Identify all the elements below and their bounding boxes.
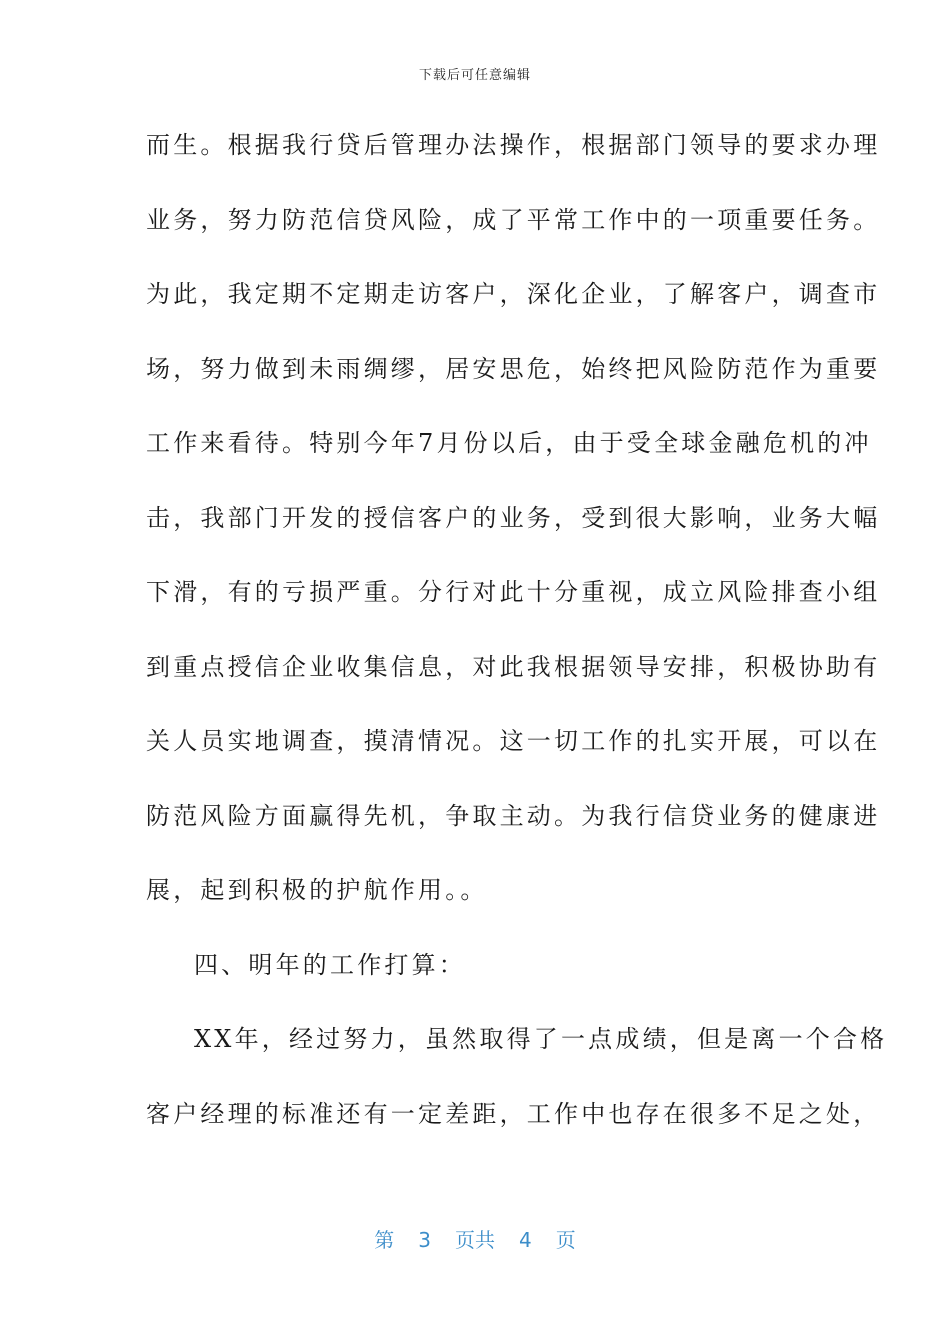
page-header: 下载后可任意编辑 — [418, 68, 531, 83]
body-line: 工作来看待。特别今年7月份以后，由于受全球金融危机的冲 — [146, 429, 872, 457]
section-heading: 四、明年的工作打算： — [194, 950, 466, 979]
body-line: 防范风险方面赢得先机，争取主动。为我行信贷业务的健康进 — [146, 801, 881, 830]
body-line: XX年，经过努力，虽然取得了一点成绩，但是离一个合格 — [194, 1025, 888, 1053]
page-prefix: 第 — [374, 1228, 395, 1252]
body-line: 展，起到积极的护航作用。。 — [146, 876, 488, 904]
body-line: 业务，努力防范信贷风险，成了平常工作中的一项重要任务。 — [146, 205, 881, 234]
body-line: 为此，我定期不定期走访客户，深化企业，了解客户，调查市 — [146, 280, 881, 308]
current-page-number: 3 — [418, 1228, 431, 1252]
page-number-footer — [0, 1224, 950, 1253]
total-pages-number: 4 — [519, 1228, 532, 1252]
body-line: 关人员实地调查，摸清情况。这一切工作的扎实开展，可以在 — [146, 727, 881, 755]
page-mid: 页共 — [455, 1228, 495, 1252]
body-line: 击，我部门开发的授信客户的业务，受到很大影响，业务大幅 — [146, 503, 881, 532]
page-suffix: 页 — [555, 1228, 576, 1252]
document-body — [146, 118, 888, 1161]
body-line: 下滑，有的亏损严重。分行对此十分重视，成立风险排查小组 — [146, 578, 881, 606]
body-line: 客户经理的标准还有一定差距，工作中也存在很多不足之处， — [146, 1099, 881, 1128]
body-line: 而生。根据我行贷后管理办法操作，根据部门领导的要求办理 — [146, 131, 881, 159]
body-line: 场，努力做到未雨绸缪，居安思危，始终把风险防范作为重要 — [146, 354, 881, 383]
body-line: 到重点授信企业收集信息，对此我根据领导安排，积极协助有 — [146, 652, 881, 681]
